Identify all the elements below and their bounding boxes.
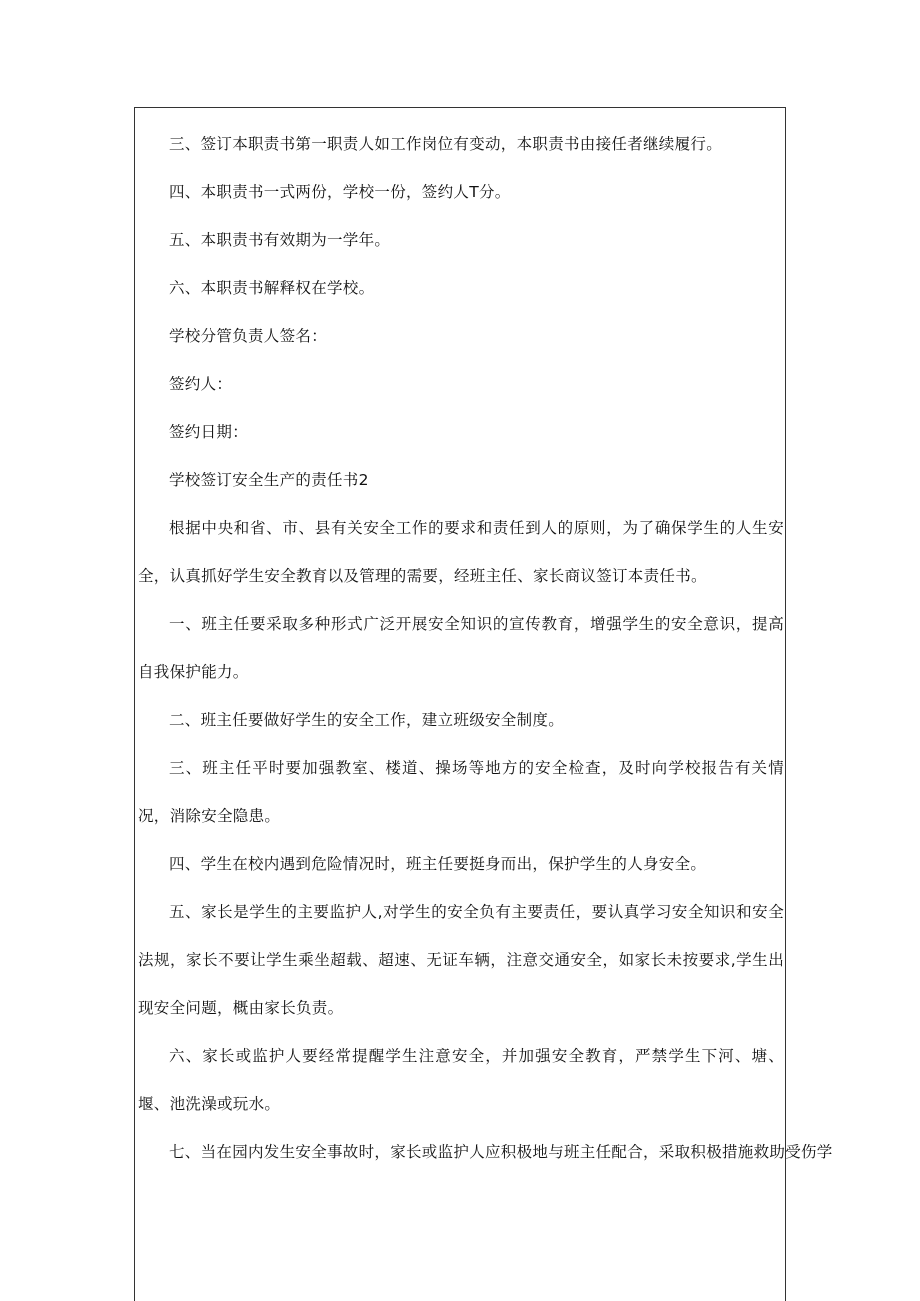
paragraph-item-1: 一、班主任要采取多种形式广泛开展安全知识的宣传教育，增强学生的安全意识，提高自我保护能力。 <box>138 615 784 681</box>
signature-line-school-leader: 学校分管负责人签名： <box>169 327 328 345</box>
document-body <box>138 120 833 1176</box>
signature-line-date: 签约日期： <box>169 423 249 441</box>
paragraph-clause-4: 四、本职责书一式两份，学校一份，签约人T分。 <box>169 183 511 201</box>
section-title: 学校签订安全生产的责任书2 <box>169 471 369 489</box>
paragraph-item-6: 六、家长或监护人要经常提醒学生注意安全，并加强安全教育，严禁学生下河、塘、堰、池洗澡或玩水。 <box>138 1047 784 1113</box>
paragraph-item-3: 三、班主任平时要加强教室、楼道、操场等地方的安全检查，及时向学校报告有关情况，消除安全隐患。 <box>138 759 784 825</box>
paragraph-clause-3: 三、签订本职责书第一职责人如工作岗位有变动，本职责书由接任者继续履行。 <box>169 135 723 153</box>
paragraph-clause-5: 五、本职责书有效期为一学年。 <box>169 231 391 249</box>
paragraph-item-2: 二、班主任要做好学生的安全工作，建立班级安全制度。 <box>169 711 565 729</box>
paragraph-clause-6: 六、本职责书解释权在学校。 <box>169 279 375 297</box>
signature-line-signer: 签约人： <box>169 375 233 393</box>
paragraph-item-5: 五、家长是学生的主要监护人,对学生的安全负有主要责任，要认真学习安全知识和安全法规，家长不要让学生乘坐超载、超速、无证车辆，注意交通安全，如家长未按要求,学生出现安全问题，概由家长负责。 <box>138 903 784 1017</box>
paragraph-item-4: 四、学生在校内遇到危险情况时，班主任要挺身而出，保护学生的人身安全。 <box>169 855 707 873</box>
paragraph-item-7: 七、当在园内发生安全事故时，家长或监护人应积极地与班主任配合，采取积极措施救助受伤学 <box>169 1143 833 1161</box>
paragraph-intro: 根据中央和省、市、县有关安全工作的要求和责任到人的原则，为了确保学生的人生安全，认真抓好学生安全教育以及管理的需要，经班主任、家长商议签订本责任书。 <box>138 519 784 585</box>
